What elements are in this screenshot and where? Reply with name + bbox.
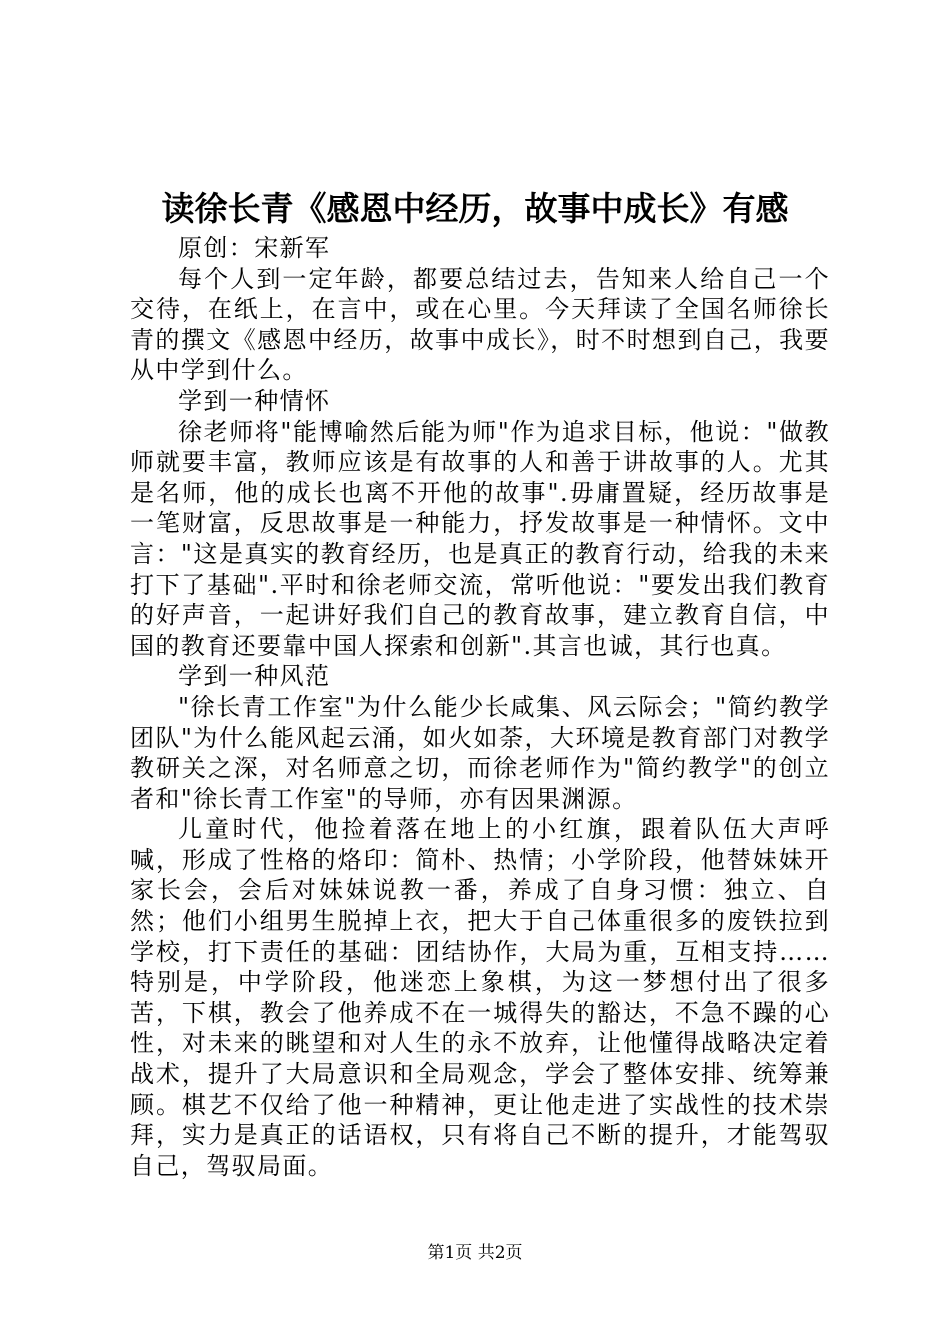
section-heading: 学到一种情怀 [178, 386, 331, 415]
paragraph: 每个人到一定年龄，都要总结过去，告知来人给自己一个交待，在纸上，在言中，或在心里。今天拜读了全国名师徐长青的撰文《感恩中经历，故事中成长》，时不时想到自己，我要从中学到什么。 [130, 264, 830, 385]
page-footer: 第1页 共2页 [427, 1243, 523, 1263]
paragraph: 儿童时代，他捡着落在地上的小红旗，跟着队伍大声呼喊，形成了性格的烙印：简朴、热情；小学阶段，他替妹妹开家长会，会后对妹妹说教一番，养成了自身习惯：独立、自然；他们小组男生脱掉上衣，把大于自己体重很多的废铁拉到学校，打下责任的基础：团结协作，大局为重，互相支持……特别是，中学阶段，他迷恋上象棋，为这一梦想付出了很多苦，下棋，教会了他养成不在一城得失的豁达，不急不躁的心性，对未来的眺望和对人生的永不放弃，让他懂得战略决定着战术，提升了大局意识和全局观念，学会了整体安排、统筹兼顾。棋艺不仅给了他一种精神，更让他走进了实战性的技术崇拜，实力是真正的话语权，只有将自己不断的提升，才能驾驭自己，驾驭局面。 [130, 815, 830, 1180]
paragraph: 徐老师将"能博喻然后能为师"作为追求目标，他说："做教师就要丰富，教师应该是有故事的人和善于讲故事的人。尤其是名师，他的成长也离不开他的故事".毋庸置疑，经历故事是一笔财富，反思故事是一种能力，抒发故事是一种情怀。文中言："这是真实的教育经历，也是真正的教育行动，给我的未来打下了基础".平时和徐老师交流，常听他说："要发出我们教育的好声音，一起讲好我们自己的教育故事，建立教育自信，中国的教育还要靠中国人探索和创新".其言也诚，其行也真。 [130, 417, 830, 660]
paragraph: "徐长青工作室"为什么能少长咸集、风云际会；"简约教学团队"为什么能风起云涌，如火如荼，大环境是教育部门对教学教研关之深，对名师意之切，而徐老师作为"简约教学"的创立者和"徐长青工作室"的导师，亦有因果渊源。 [130, 692, 830, 813]
document-title: 读徐长青《感恩中经历，故事中成长》有感 [161, 189, 789, 228]
document-body [130, 233, 830, 1181]
author-line: 原创：宋新军 [178, 234, 331, 262]
section-heading: 学到一种风范 [178, 662, 331, 691]
